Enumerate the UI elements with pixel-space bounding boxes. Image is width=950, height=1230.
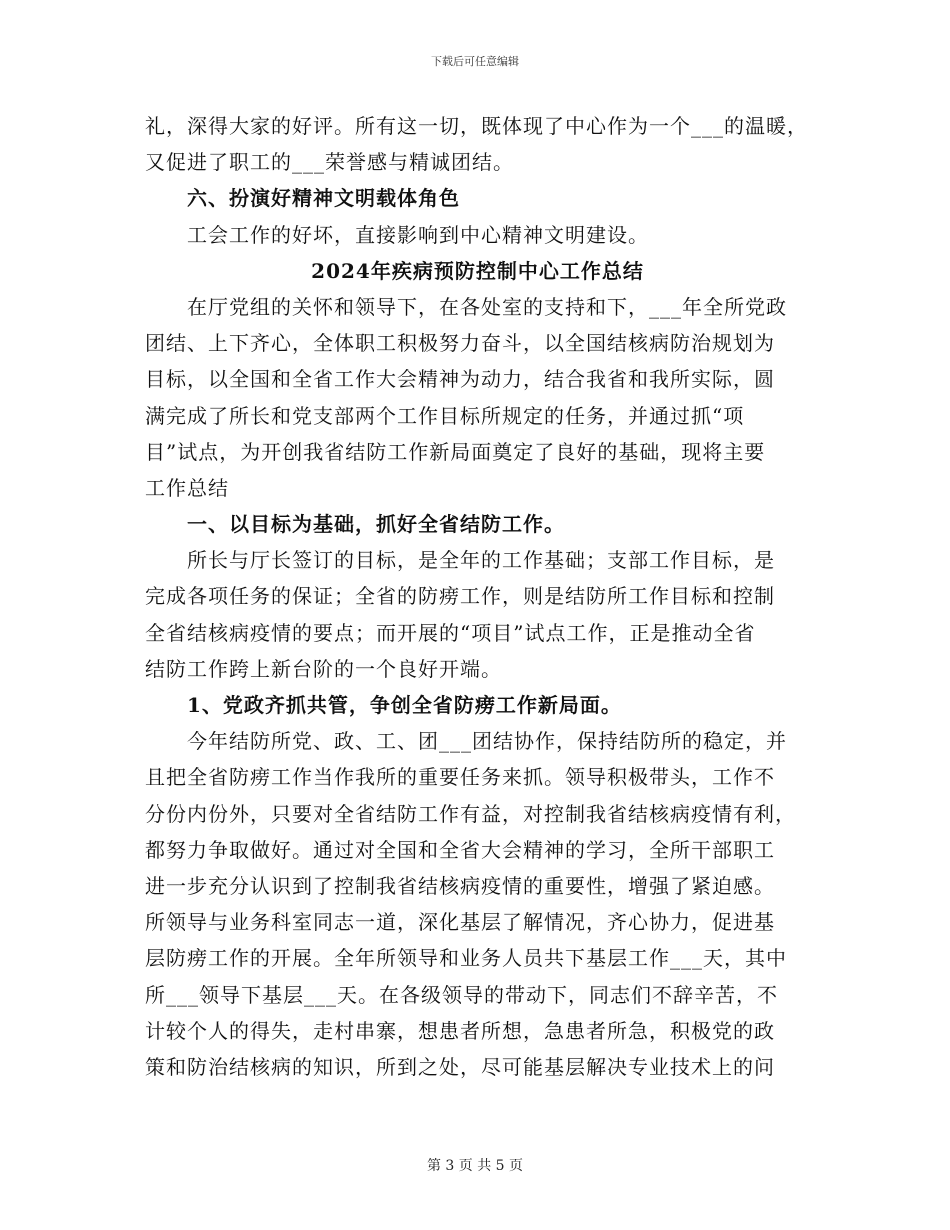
body-line: 目”试点，为开创我省结防工作新局面奠定了良好的基础，现将主要 (145, 439, 766, 464)
document-title: 2024年疾病预防控制中心工作总结 (311, 258, 644, 283)
body-line: 又促进了职工的___荣誉感与精诚团结。 (145, 150, 514, 175)
body-line: 在厅党组的关怀和领导下，在各处室的支持和下，___年全所党政 (187, 294, 787, 319)
body-line: 团结、上下齐心，全体职工积极努力奋斗，以全国结核病防治规划为 (145, 331, 775, 356)
body-line: 全省结核病疫情的要点；而开展的“项目”试点工作，正是推动全省 (145, 620, 756, 645)
page-header-note: 下载后可任意编辑 (431, 55, 519, 68)
body-line: 层防痨工作的开展。全年所领导和业务人员共下基层工作___天，其中 (145, 946, 787, 971)
body-line: 且把全省防痨工作当作我所的重要任务来抓。领导积极带头，工作不 (145, 765, 775, 790)
body-line: 结防工作跨上新台阶的一个良好开端。 (145, 656, 502, 681)
body-line: 都努力争取做好。通过对全国和全省大会精神的学习，全所干部职工 (145, 837, 775, 862)
section-heading: 一、以目标为基础，抓好全省结防工作。 (187, 512, 565, 537)
body-line: 分份内份外，只要对全省结防工作有益，对控制我省结核病疫情有利， (145, 801, 796, 826)
body-line: 满完成了所长和党支部两个工作目标所规定的任务，并通过抓“项 (145, 403, 745, 428)
body-line: 所领导与业务科室同志一道，深化基层了解情况，齐心协力，促进基 (145, 910, 775, 935)
section-heading: 六、扮演好精神文明载体角色 (187, 186, 460, 211)
body-line: 工作总结 (145, 475, 229, 500)
body-line: 目标，以全国和全省工作大会精神为动力，结合我省和我所实际，圆 (145, 367, 775, 392)
body-line: 进一步充分认识到了控制我省结核病疫情的重要性，增强了紧迫感。 (145, 873, 775, 898)
body-line: 所___领导下基层___天。在各级领导的带动下，同志们不辞辛苦，不 (145, 982, 778, 1007)
body-line: 计较个人的得失，走村串寨，想患者所想，急患者所急，积极党的政 (145, 1018, 775, 1043)
section-heading: 1、党政齐抓共管，争创全省防痨工作新局面。 (187, 693, 622, 717)
body-line: 礼，深得大家的好评。所有这一切，既体现了中心作为一个___的温暖， (145, 114, 808, 138)
document-body (145, 108, 810, 1085)
body-line: 完成各项任务的保证；全省的防痨工作，则是结防所工作目标和控制 (145, 584, 775, 609)
body-line: 策和防治结核病的知识，所到之处，尽可能基层解决专业技术上的问 (145, 1054, 775, 1079)
page-number-footer: 第 3 页 共 5 页 (426, 1158, 524, 1174)
body-line: 工会工作的好坏，直接影响到中心精神文明建设。 (187, 222, 649, 247)
body-line: 所长与厅长签订的目标，是全年的工作基础；支部工作目标，是 (187, 548, 775, 573)
body-line: 今年结防所党、政、工、团___团结协作，保持结防所的稳定，并 (187, 729, 787, 754)
